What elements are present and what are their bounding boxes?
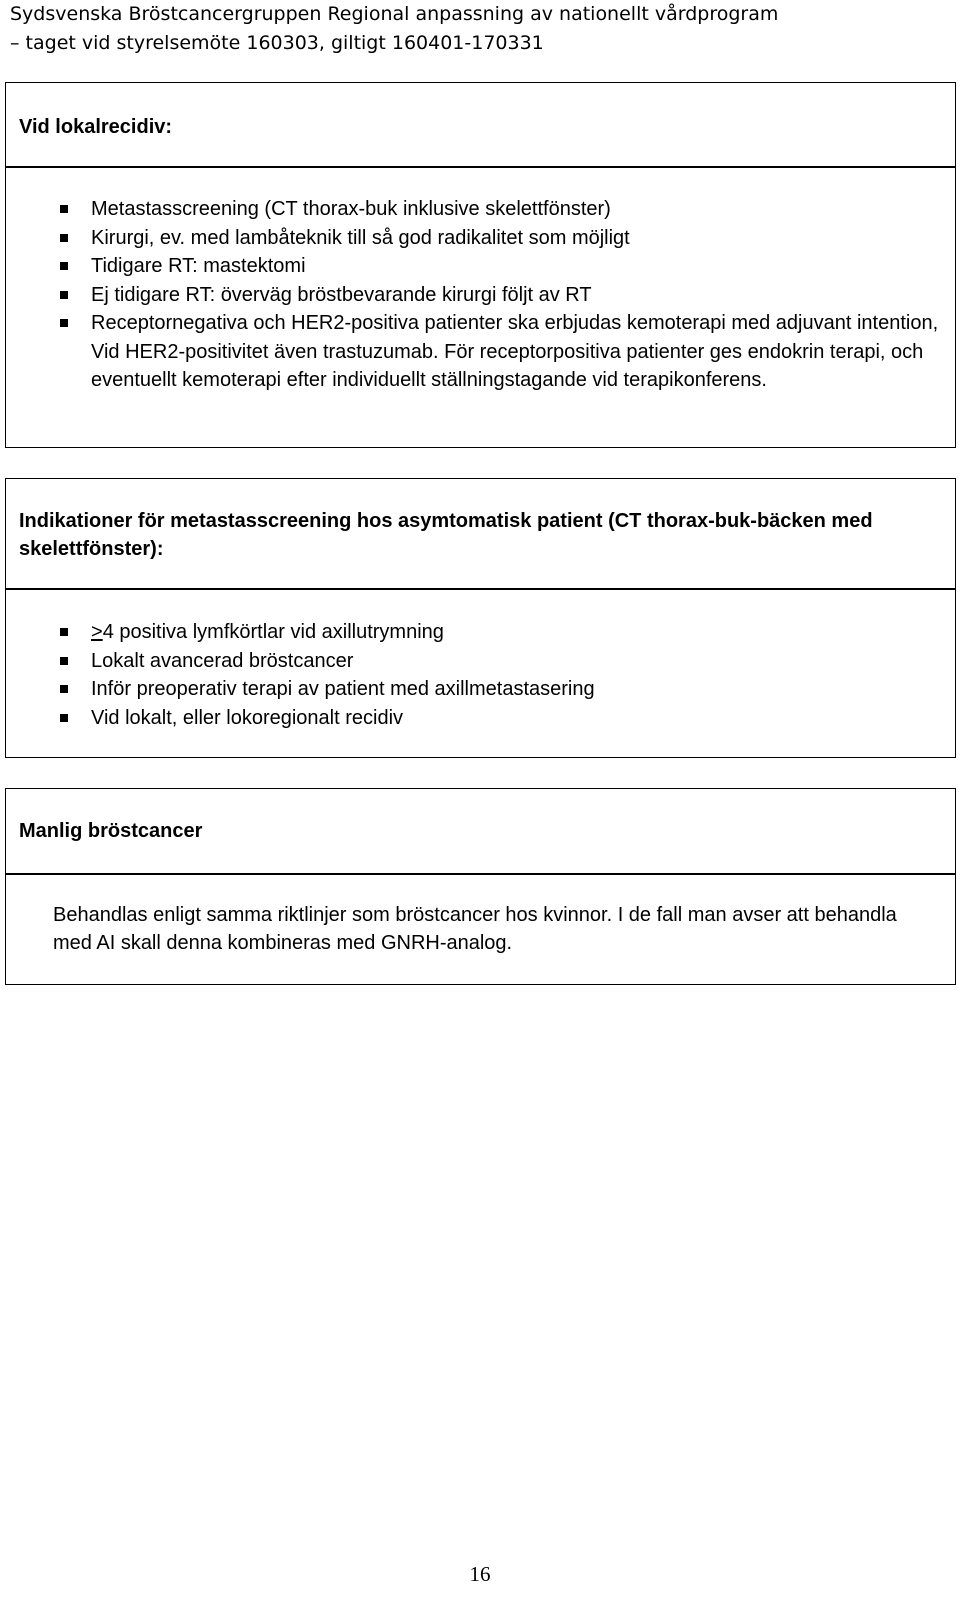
bullet-square-icon bbox=[60, 628, 68, 636]
lokalrecidiv-title-box bbox=[5, 82, 956, 168]
bullet-square-icon bbox=[60, 657, 68, 665]
lokalrecidiv-content-box bbox=[5, 166, 956, 448]
indikationer-list bbox=[6, 618, 957, 732]
bullet-square-icon bbox=[60, 685, 68, 693]
list-item: Lokalt avancerad bröstcancer bbox=[6, 647, 957, 676]
greater-or-equal-sign: > bbox=[91, 621, 103, 643]
list-item: Kirurgi, ev. med lambåteknik till så god radikalitet som möjligt bbox=[6, 224, 957, 253]
bullet-square-icon bbox=[60, 234, 68, 242]
list-item: Inför preoperativ terapi av patient med axillmetastasering bbox=[6, 675, 957, 704]
header-line-1: Sydsvenska Bröstcancergruppen Regional anpassning av nationellt vårdprogram bbox=[10, 3, 779, 25]
list-item: >4 positiva lymfkörtlar vid axillutrymning bbox=[6, 618, 957, 647]
list-item: Metastasscreening (CT thorax-buk inklusive skelettfönster) bbox=[6, 195, 957, 224]
bullet-square-icon bbox=[60, 205, 68, 213]
bullet-square-icon bbox=[60, 714, 68, 722]
manlig-title-box bbox=[5, 788, 956, 875]
bullet-square-icon bbox=[60, 262, 68, 270]
page-header bbox=[10, 0, 950, 58]
list-item: Tidigare RT: mastektomi bbox=[6, 252, 957, 281]
indikationer-title: Indikationer för metastasscreening hos asymtomatisk patient (CT thorax-buk-bäcken med skelettfönster): bbox=[19, 510, 873, 560]
bullet-square-icon bbox=[60, 291, 68, 299]
list-item: Vid lokalt, eller lokoregionalt recidiv bbox=[6, 704, 957, 733]
lokalrecidiv-list bbox=[6, 195, 957, 395]
manlig-text: Behandlas enligt samma riktlinjer som bröstcancer hos kvinnor. I de fall man avser att behandla med AI skall denna kombineras med GNRH-analog. bbox=[53, 904, 897, 954]
header-line-2: – taget vid styrelsemöte 160303, giltigt 160401-170331 bbox=[10, 32, 544, 54]
indikationer-title-box bbox=[5, 478, 956, 590]
list-item: Receptornegativa och HER2-positiva patienter ska erbjudas kemoterapi med adjuvant intention, Vid HER2-positivitet även trastuzumab. För receptorpositiva patienter ges endokrin terapi, och eventuellt kemoterapi efter individuellt ställningstagande vid terapikonferens. bbox=[6, 309, 957, 395]
manlig-content-box bbox=[5, 873, 956, 985]
list-item: Ej tidigare RT: överväg bröstbevarande kirurgi följt av RT bbox=[6, 281, 957, 310]
page-number: 16 bbox=[469, 1562, 491, 1586]
bullet-square-icon bbox=[60, 319, 68, 327]
lokalrecidiv-title: Vid lokalrecidiv: bbox=[19, 116, 173, 138]
indikationer-content-box bbox=[5, 588, 956, 758]
manlig-title: Manlig bröstcancer bbox=[19, 820, 203, 842]
